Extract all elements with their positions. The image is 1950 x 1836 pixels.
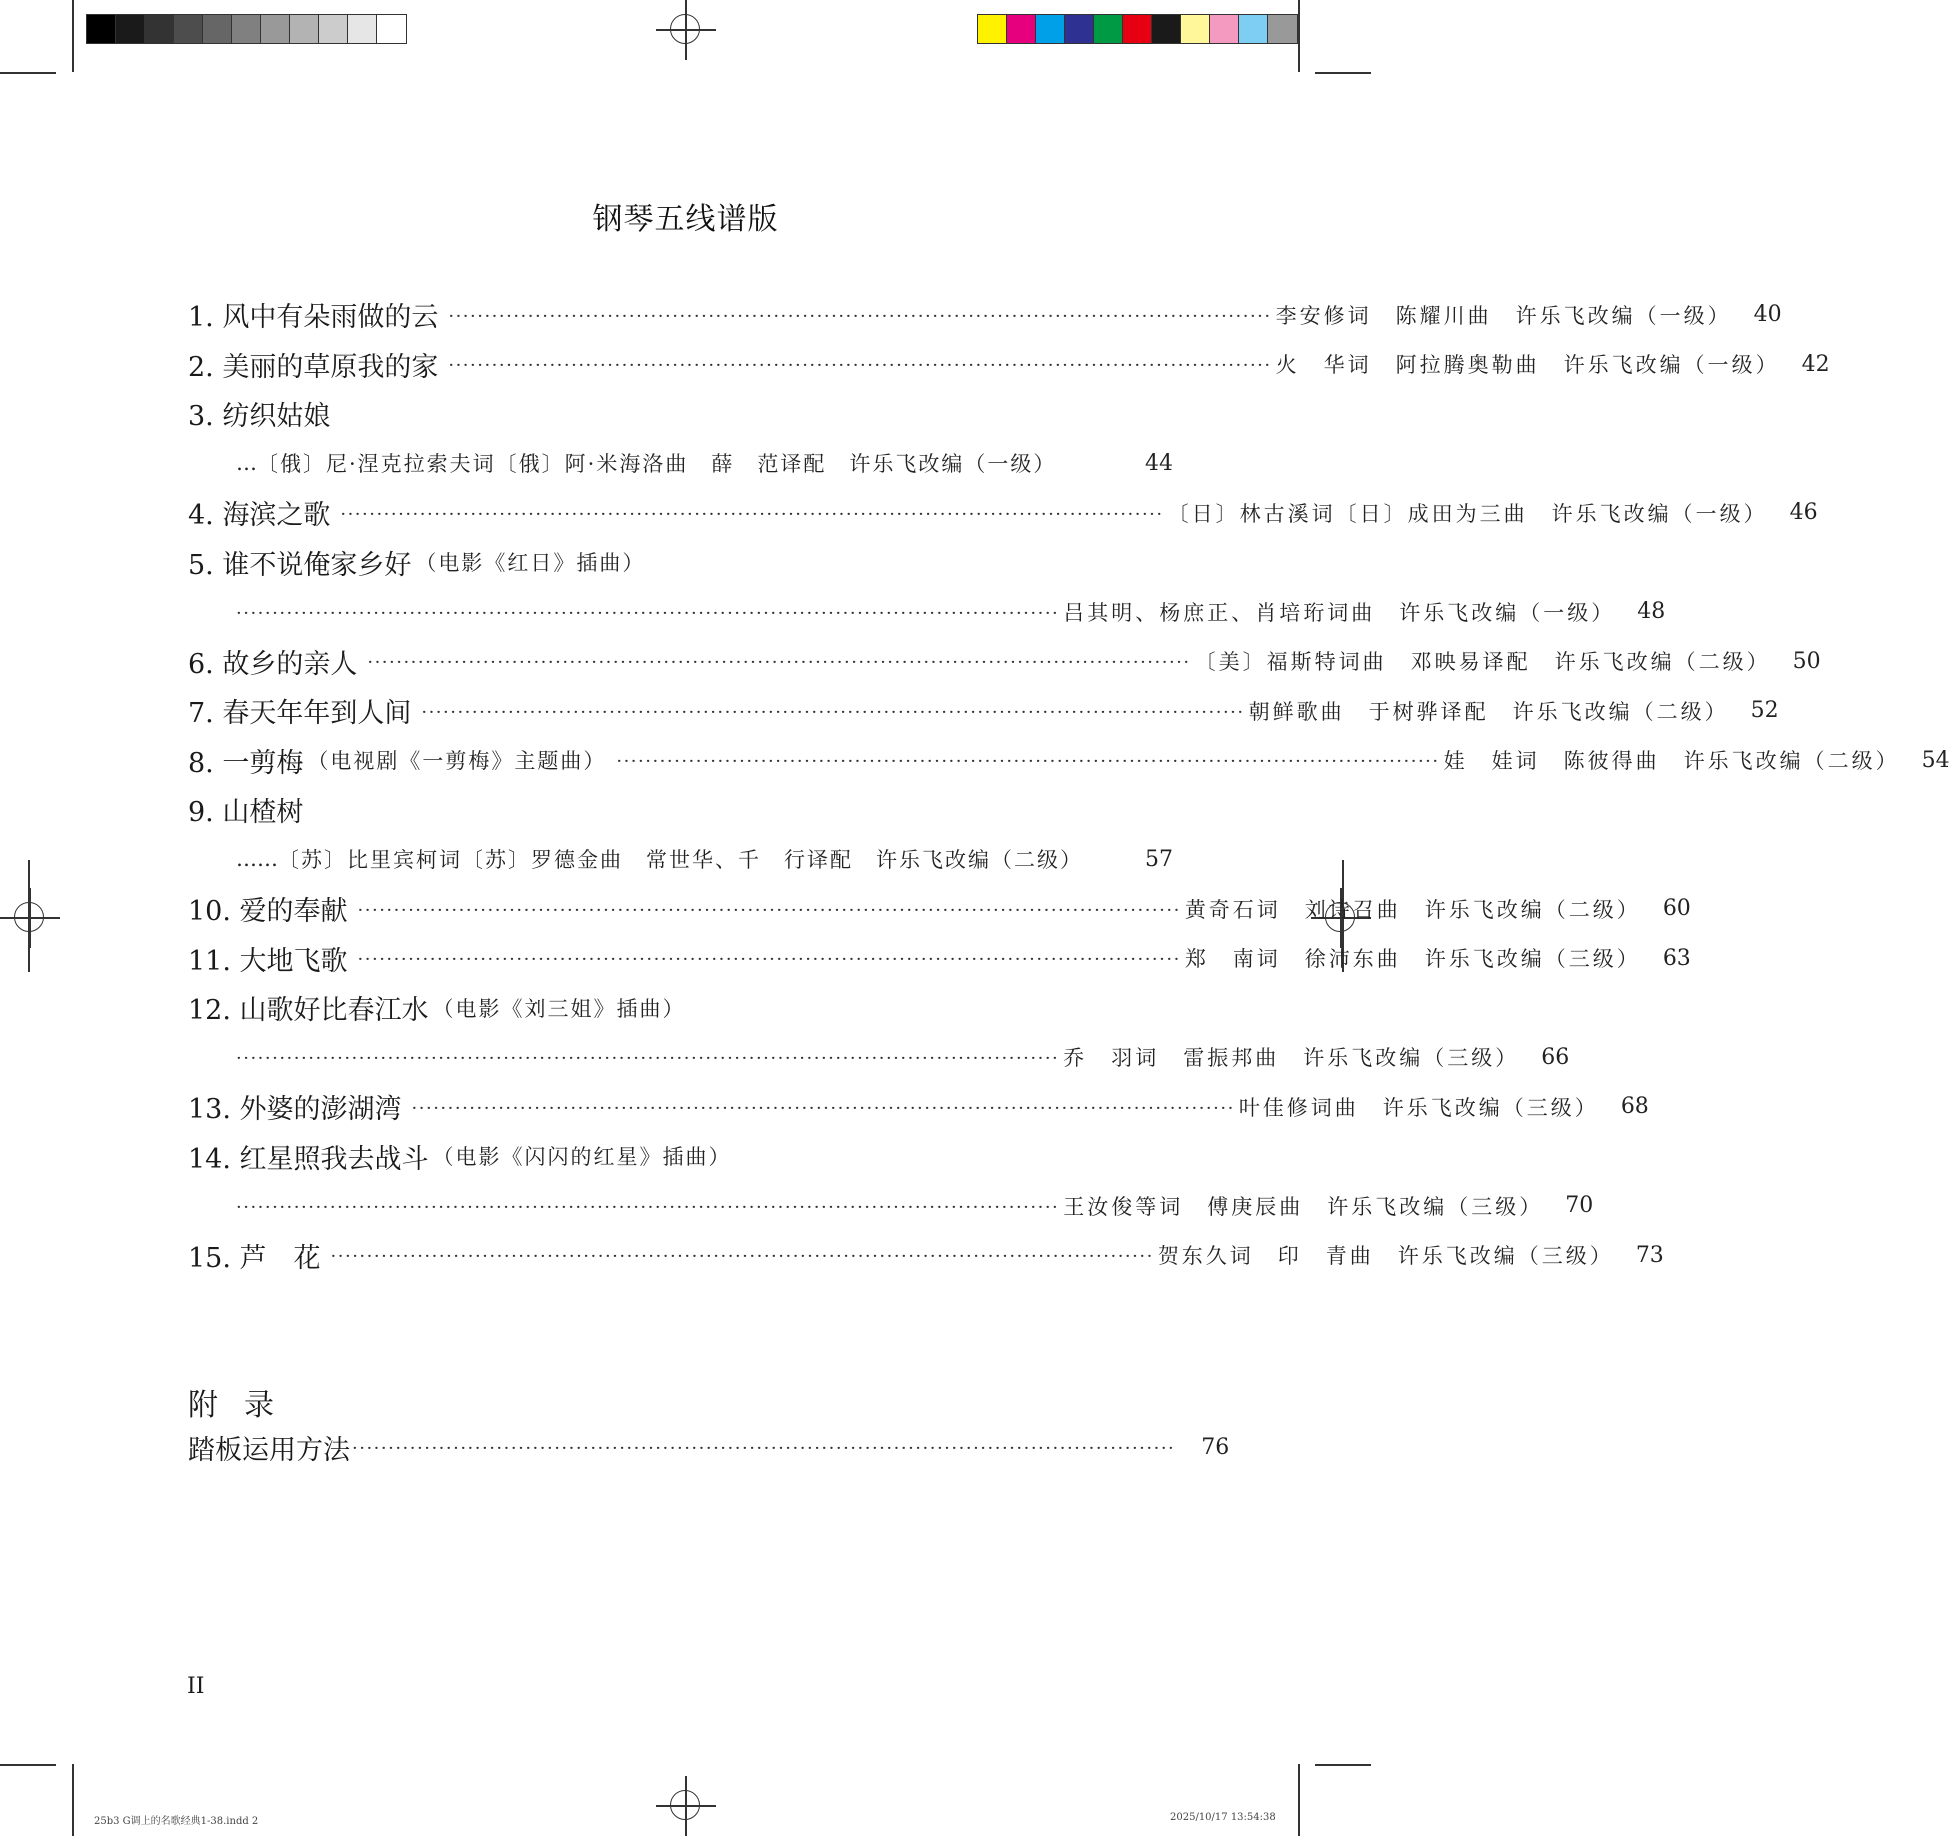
leader-dots: ·················································································································· bbox=[448, 305, 1272, 327]
toc-entry[interactable] bbox=[188, 736, 1950, 786]
toc-entry-title: 14. 红星照我去战斗 bbox=[188, 1143, 429, 1175]
appendix-entry-page: 76 bbox=[1201, 1434, 1230, 1460]
color-swatch bbox=[1152, 15, 1181, 43]
color-swatch bbox=[978, 15, 1007, 43]
toc-entry-lead: … bbox=[236, 451, 257, 476]
crop-mark bbox=[1298, 1764, 1300, 1836]
toc-entry-page: 52 bbox=[1750, 698, 1779, 724]
section-title: 钢琴五线谱版 bbox=[592, 202, 779, 237]
toc-entry-credit: 李安修词 陈耀川曲 许乐飞改编（一级） bbox=[1275, 303, 1732, 328]
color-swatch bbox=[174, 15, 203, 43]
toc-entry-credit: 〔俄〕尼·涅克拉索夫词〔俄〕阿·米海洛曲 薛 范译配 许乐飞改编（一级） bbox=[257, 452, 1057, 477]
toc-entry-credit: 朝鲜歌曲 于树骅译配 许乐飞改编（二级） bbox=[1248, 699, 1729, 724]
toc-entry-continuation[interactable] bbox=[188, 587, 1666, 637]
color-swatch bbox=[116, 15, 145, 43]
print-slug-file: 25b3 G调上的名歌经典1-38.indd 2 bbox=[94, 1816, 259, 1827]
toc-entry-title: 6. 故乡的亲人 bbox=[188, 648, 358, 680]
gray-color-bar bbox=[86, 14, 407, 44]
registration-mark-left bbox=[0, 888, 60, 948]
toc-entry-page: 63 bbox=[1662, 945, 1691, 971]
color-swatch bbox=[348, 15, 377, 43]
toc-entry[interactable] bbox=[188, 290, 1782, 340]
toc-entry-title: 7. 春天年年到人间 bbox=[188, 698, 412, 730]
toc-entry-credit: 贺东久词 印 青曲 许乐飞改编（三级） bbox=[1157, 1244, 1614, 1269]
toc-entry-page: 57 bbox=[1145, 846, 1173, 872]
toc-entry-subtitle: （电视剧《一剪梅》主题曲） bbox=[307, 749, 607, 774]
toc-entry[interactable] bbox=[188, 1082, 1649, 1132]
color-swatch bbox=[1123, 15, 1152, 43]
toc-entry-page: 60 bbox=[1662, 896, 1691, 922]
toc-entry[interactable] bbox=[188, 488, 1818, 538]
appendix-entry-title: 踏板运用方法 bbox=[188, 1434, 350, 1466]
leader-dots: ·················································································································· bbox=[357, 949, 1181, 971]
color-swatch bbox=[290, 15, 319, 43]
color-swatch bbox=[1210, 15, 1239, 43]
color-swatch bbox=[87, 15, 116, 43]
toc-entry-page: 40 bbox=[1753, 302, 1782, 328]
color-swatch bbox=[1094, 15, 1123, 43]
toc-entry-title: 11. 大地飞歌 bbox=[188, 945, 348, 977]
color-swatch bbox=[261, 15, 290, 43]
toc-entry-page: 70 bbox=[1565, 1193, 1594, 1219]
leader-dots: ·················································································································· bbox=[236, 1196, 1060, 1218]
color-swatch bbox=[145, 15, 174, 43]
toc-entry-page: 66 bbox=[1541, 1044, 1570, 1070]
toc-entry-credit: 〔日〕林古溪词〔日〕成田为三曲 许乐飞改编（一级） bbox=[1167, 501, 1768, 526]
color-swatch bbox=[1007, 15, 1036, 43]
leader-dots: ·················································································································· bbox=[236, 602, 1060, 624]
toc-entry-page: 54 bbox=[1921, 747, 1950, 773]
toc-entry[interactable] bbox=[188, 983, 1173, 1033]
process-color-bar bbox=[977, 14, 1298, 44]
toc-entry-title: 13. 外婆的澎湖湾 bbox=[188, 1094, 402, 1126]
toc-entry[interactable] bbox=[188, 884, 1691, 934]
toc-entry-title: 12. 山歌好比春江水 bbox=[188, 995, 429, 1027]
toc-entry[interactable] bbox=[188, 686, 1779, 736]
color-swatch bbox=[203, 15, 232, 43]
color-swatch bbox=[1268, 15, 1297, 43]
leader-dots: ·················································································································· bbox=[367, 652, 1191, 674]
toc-entry-title: 10. 爱的奉献 bbox=[188, 896, 348, 928]
toc-entry-title: 4. 海滨之歌 bbox=[188, 500, 331, 532]
toc-entry-title: 3. 纺织姑娘 bbox=[188, 401, 331, 433]
toc-entry[interactable] bbox=[188, 340, 1830, 390]
appendix-entry[interactable] bbox=[188, 1422, 1230, 1472]
toc-entry-credit: 郑 南词 徐沛东曲 许乐飞改编（三级） bbox=[1184, 947, 1641, 972]
leader-dots: ·················································································································· bbox=[616, 751, 1440, 773]
registration-mark-bottom bbox=[656, 1776, 716, 1836]
page-folio: II bbox=[187, 1674, 205, 1699]
toc-entry-continuation[interactable] bbox=[188, 439, 1173, 489]
color-swatch bbox=[1181, 15, 1210, 43]
color-swatch bbox=[1065, 15, 1094, 43]
toc-entry-page: 50 bbox=[1792, 648, 1821, 674]
color-swatch bbox=[1036, 15, 1065, 43]
leader-dots: ·················································································································· bbox=[340, 503, 1164, 525]
color-swatch bbox=[377, 15, 406, 43]
toc-entry[interactable] bbox=[188, 934, 1691, 984]
toc-entry-title: 8. 一剪梅 bbox=[188, 747, 304, 779]
print-slug-timestamp: 2025/10/17 13:54:38 bbox=[1170, 1812, 1276, 1823]
color-swatch bbox=[1239, 15, 1268, 43]
toc-entry[interactable] bbox=[188, 637, 1821, 687]
leader-dots: ·················································································································· bbox=[330, 1246, 1154, 1268]
toc-entry-continuation[interactable] bbox=[188, 1181, 1594, 1231]
toc-entry-credit: 乔 羽词 雷振邦曲 许乐飞改编（三级） bbox=[1063, 1046, 1520, 1071]
table-of-contents bbox=[188, 290, 1950, 1280]
toc-entry-credit: 〔美〕福斯特词曲 邓映易译配 许乐飞改编（二级） bbox=[1194, 650, 1771, 675]
toc-entry-title: 9. 山楂树 bbox=[188, 797, 304, 829]
toc-entry[interactable] bbox=[188, 389, 1173, 439]
toc-entry-page: 48 bbox=[1637, 599, 1666, 625]
leader-dots: ·················································································································· bbox=[448, 355, 1272, 377]
toc-entry-continuation[interactable] bbox=[188, 835, 1173, 885]
toc-entry-title: 5. 谁不说俺家乡好 bbox=[188, 549, 412, 581]
crop-mark bbox=[1298, 0, 1300, 72]
appendix-heading: 附录 bbox=[188, 1388, 300, 1423]
toc-entry[interactable] bbox=[188, 1231, 1664, 1281]
crop-mark bbox=[72, 0, 74, 72]
crop-mark bbox=[0, 1764, 56, 1766]
toc-entry-credit: 火 华词 阿拉腾奥勒曲 许乐飞改编（一级） bbox=[1275, 353, 1780, 378]
toc-entry-subtitle: （电影《红日》插曲） bbox=[415, 551, 646, 576]
toc-entry-credit: 娃 娃词 陈彼得曲 许乐飞改编（二级） bbox=[1443, 749, 1900, 774]
toc-entry-credit: 吕其明、杨庶正、肖培珩词曲 许乐飞改编（一级） bbox=[1063, 600, 1616, 625]
toc-entry-page: 42 bbox=[1801, 351, 1830, 377]
toc-entry[interactable] bbox=[188, 538, 1173, 588]
leader-dots: ·················································································································· bbox=[421, 701, 1245, 723]
leader-dots: ·················································································································· bbox=[352, 1438, 1176, 1459]
toc-entry-credit: 叶佳修词曲 许乐飞改编（三级） bbox=[1238, 1095, 1599, 1120]
leader-dots: ·················································································································· bbox=[411, 1097, 1235, 1119]
crop-mark bbox=[1315, 72, 1371, 74]
toc-entry-page: 44 bbox=[1145, 450, 1173, 476]
registration-mark-top bbox=[656, 0, 716, 60]
toc-entry-page: 46 bbox=[1789, 500, 1818, 526]
leader-dots: ·················································································································· bbox=[236, 1048, 1060, 1070]
toc-entry[interactable] bbox=[188, 785, 1173, 835]
toc-entry-title: 1. 风中有朵雨做的云 bbox=[188, 302, 439, 334]
toc-entry-credit: 〔苏〕比里宾柯词〔苏〕罗德金曲 常世华、千 行译配 许乐飞改编（二级） bbox=[278, 848, 1083, 873]
toc-entry-page: 68 bbox=[1620, 1094, 1649, 1120]
toc-entry-subtitle: （电影《闪闪的红星》插曲） bbox=[432, 1145, 732, 1170]
toc-entry[interactable] bbox=[188, 1132, 1173, 1182]
toc-entry-page: 73 bbox=[1635, 1242, 1664, 1268]
toc-entry-title: 2. 美丽的草原我的家 bbox=[188, 351, 439, 383]
leader-dots: ·················································································································· bbox=[357, 899, 1181, 921]
crop-mark bbox=[1315, 1764, 1371, 1766]
toc-entry-credit: 黄奇石词 刘诗召曲 许乐飞改编（二级） bbox=[1184, 897, 1641, 922]
toc-entry-subtitle: （电影《刘三姐》插曲） bbox=[432, 996, 686, 1021]
toc-entry-title: 15. 芦 花 bbox=[188, 1242, 321, 1274]
color-swatch bbox=[319, 15, 348, 43]
crop-mark bbox=[0, 72, 56, 74]
toc-entry-lead: …… bbox=[236, 847, 278, 872]
toc-entry-credit: 王汝俊等词 傅庚辰曲 许乐飞改编（三级） bbox=[1063, 1194, 1544, 1219]
toc-entry-continuation[interactable] bbox=[188, 1033, 1570, 1083]
crop-mark bbox=[72, 1764, 74, 1836]
color-swatch bbox=[232, 15, 261, 43]
